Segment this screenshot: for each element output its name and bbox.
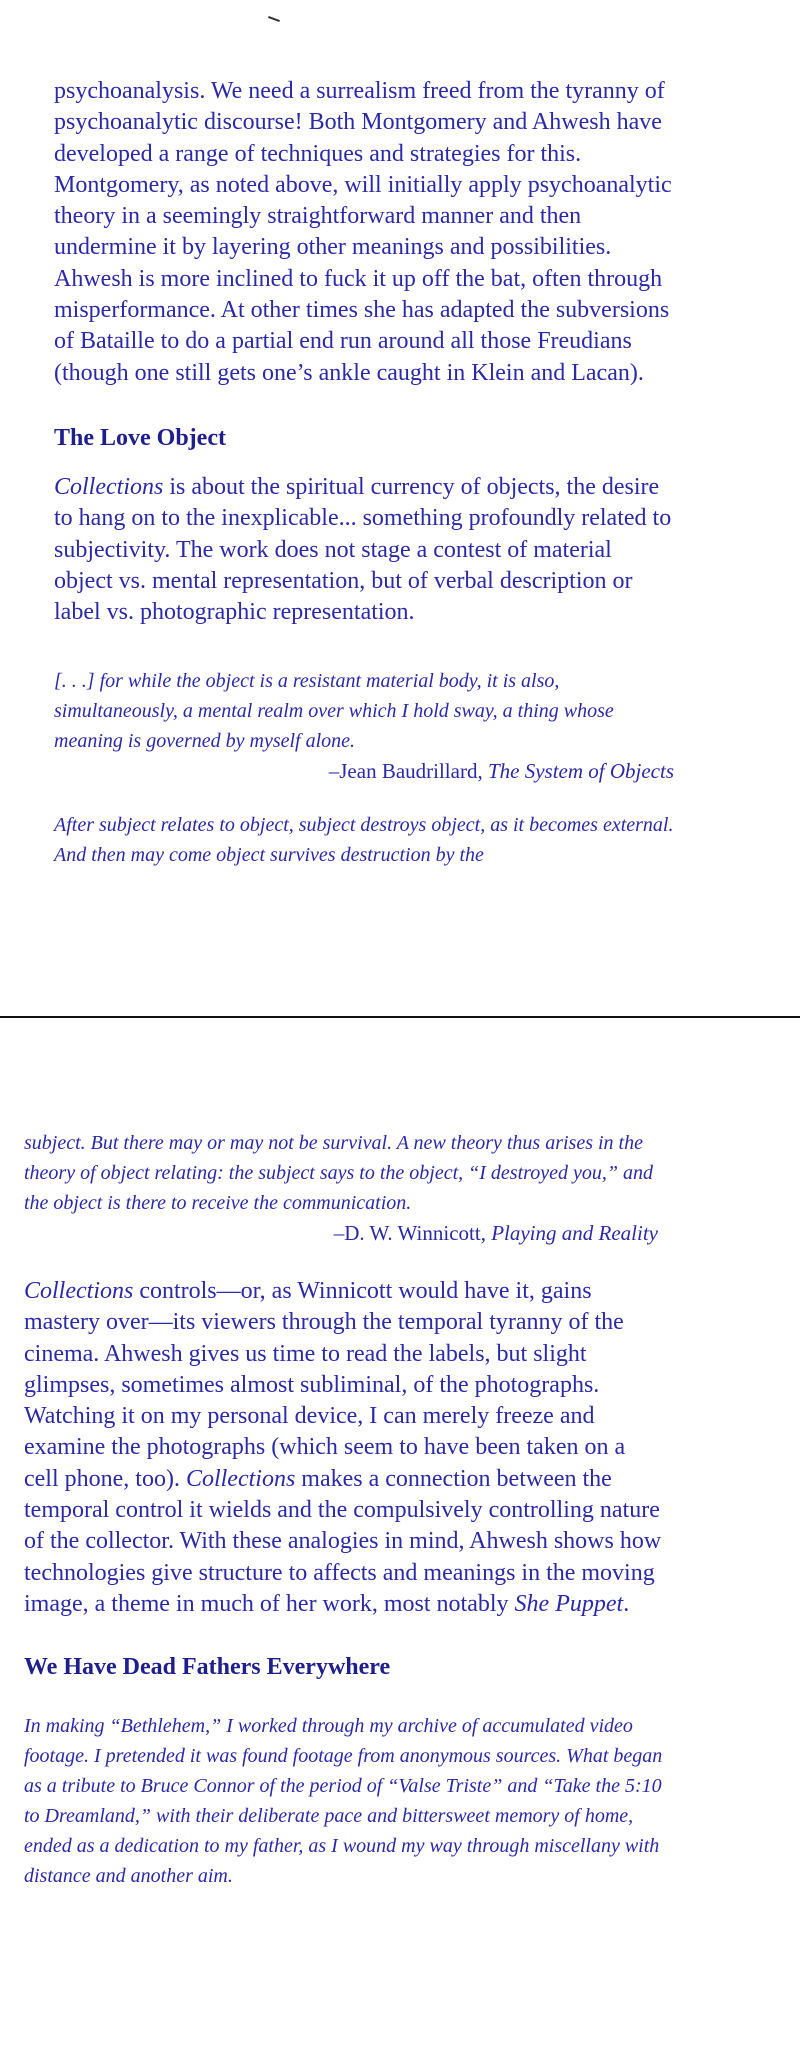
collections-title: Collections (54, 473, 164, 500)
collections-title-1: Collections (24, 1278, 134, 1304)
collections-paragraph (24, 1276, 664, 1620)
collections-text-a: controls—or, as Winnicott would have it, gains mastery over—its viewers through the temporal tyranny of the cinema. Ahwesh gives us time to read the labels, but slight glimpses, sometimes almost subliminal, of the photographs. Watching it on my personal device, I can merely freeze and examine the photographs (which seem to have been taken on a cell phone, too). (24, 1278, 626, 1492)
top-page-column (54, 76, 674, 870)
bottom-page (0, 1030, 800, 2067)
baudrillard-source: The System of Objects (487, 759, 674, 784)
she-puppet-title: She Puppet (514, 1590, 624, 1617)
love-object-text: is about the spiritual currency of objects, the desire to hang on to the inexplicable... something profoundly related to subjectivity. The work does not stage a contest of material object vs. mental representation, but of verbal description or label vs. photographic representation. (54, 473, 672, 626)
baudrillard-attribution (54, 756, 674, 786)
collections-title-2: Collections (185, 1465, 296, 1492)
intro-paragraph: psychoanalysis. We need a surrealism freed from the tyranny of psychoanalytic discourse! Both Montgomery and Ahwesh have developed a range of techniques and strategies for this. Montgomery, as noted above, will initially apply psychoanalytic theory in a seemingly straightforward manner and then undermine it by layering other meanings and possibilities. Ahwesh is more inclined to fuck it up off the bat, often through misperformance. At other times she has adapted the subversions of Bataille to do a partial end run around all those Freudians (though one still gets one’s ankle caught in Klein and Lacan). (54, 78, 672, 386)
bethlehem-quote: In making “Bethlehem,” I worked through my archive of accumulated video footage. I pretended it was found footage from anonymous sources. What began as a tribute to Bruce Connor of the period of “Valse Triste” and “Take the 5:10 to Dreamland,” with their deliberate pace and bittersweet memory of home, ended as a dedication to my father, as I wound my way through miscellany with distance and another aim. (24, 1715, 663, 1888)
winnicott-quote-start: After subject relates to object, subject destroys object, as it becomes external. And then may come object survives destruction by the (54, 814, 674, 867)
collections-text-b: makes a connection between the temporal control it wields and the compulsively controlling nature of the collector. With these analogies in mind, Ahwesh shows how technologies give structure to affects and meanings in the moving image, a theme in much of her work, most notably (24, 1465, 662, 1617)
collections-text-c: . (623, 1590, 630, 1617)
baudrillard-quote: [. . .] for while the object is a resistant material body, it is also, simultaneously, a mental realm over which I hold sway, a thing whose meaning is governed by myself alone. (54, 670, 614, 753)
winnicott-author: –D. W. Winnicott, (333, 1221, 492, 1245)
love-object-paragraph (54, 472, 674, 628)
top-page (0, 0, 800, 1010)
section-heading-dead-fathers: We Have Dead Fathers Everywhere (24, 1654, 391, 1681)
baudrillard-author: –Jean Baudrillard, (328, 759, 488, 784)
section-heading-love-object: The Love Object (54, 424, 226, 451)
winnicott-source: Playing and Reality (491, 1221, 658, 1245)
winnicott-attribution (24, 1218, 664, 1248)
scan-mark (268, 16, 280, 22)
bottom-page-column (24, 1128, 664, 1891)
winnicott-quote-continued: subject. But there may or may not be survival. A new theory thus arises in the theory of object relating: the subject says to the object, “I destroyed you,” and the object is there to receive the communication. (24, 1132, 653, 1214)
page-divider (0, 1016, 800, 1018)
